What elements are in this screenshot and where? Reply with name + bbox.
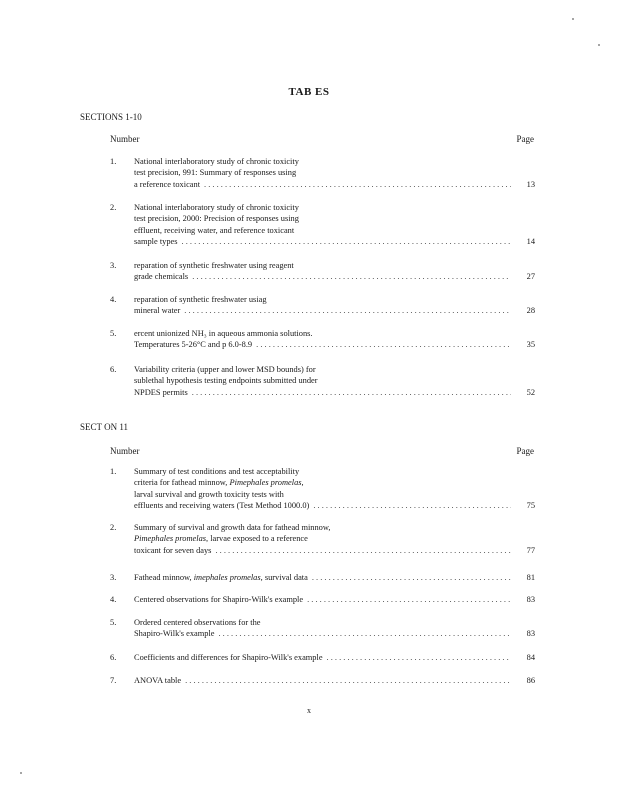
page-title: TAB ES [288, 86, 330, 98]
entry-title-line: sublethal hypothesis testing endpoints submitted under [134, 376, 318, 386]
table-number: 5. [110, 618, 117, 627]
entry-title-line: Summary of survival and growth data for fathead minnow, [134, 523, 331, 532]
column-header-number: Number [110, 134, 140, 144]
table-number: 6. [110, 653, 117, 662]
entry-title-line: reparation of synthetic freshwater using reagent [134, 261, 294, 270]
entry-title-line: a reference toxicant [134, 179, 201, 189]
toc-entry [110, 572, 535, 583]
entry-title-line: sample types [134, 237, 178, 247]
entry-title-line: reparation of synthetic freshwater usiag [134, 295, 267, 304]
page-ref: 52 [526, 387, 535, 397]
table-number: 2. [110, 203, 117, 212]
toc-entry [110, 594, 535, 605]
toc-entry [110, 466, 535, 512]
dot-leader [215, 545, 511, 556]
entry-title-line: Coefficients and differences for Shapiro-Wilk's example [134, 653, 323, 662]
entry-title-line: criteria for fathead minnow, Pimephales promelas, [134, 478, 304, 488]
entry-title-line: grade chemicals [134, 272, 189, 282]
table-number: 4. [110, 595, 117, 604]
toc-entry [110, 156, 535, 190]
entry-title-line: Pimephales promelas, larvae exposed to a reference [134, 534, 308, 544]
entry-title-line: test precision, 2000: Precision of responses using [134, 214, 299, 224]
page-ref: 81 [526, 573, 535, 582]
dot-leader [256, 339, 511, 350]
entry-title-line: NPDES permits [134, 387, 188, 397]
entry-title-line: Variability criteria (upper and lower MSD bounds) for [134, 365, 316, 374]
column-header-page: Page [516, 134, 534, 144]
table-number: 6. [110, 365, 117, 374]
dot-leader [192, 271, 511, 282]
entry-title-line: effluent, receiving water, and reference toxicant [134, 225, 295, 235]
dot-leader [327, 652, 511, 663]
toc-entry [110, 364, 535, 398]
toc-entry [110, 328, 535, 351]
table-number: 1. [110, 157, 117, 166]
page-ref: 13 [526, 179, 535, 189]
page-ref: 86 [526, 676, 535, 685]
column-header-page: Page [516, 446, 534, 456]
table-number: 7. [110, 676, 117, 685]
table-number: 3. [110, 573, 117, 582]
dot-leader [192, 387, 511, 398]
toc-entry [110, 522, 535, 556]
page-number: x [307, 706, 311, 715]
entry-title-line: ANOVA table [134, 676, 182, 685]
dot-leader [204, 179, 511, 190]
table-number: 5. [110, 329, 117, 338]
section-heading-2: SECT ON 11 [80, 422, 129, 432]
entry-title-line: Ordered centered observations for the [134, 618, 261, 627]
entry-title-line: National interlaboratory study of chronic toxicity [134, 203, 299, 212]
toc-entry [110, 294, 535, 317]
dot-leader [185, 675, 511, 686]
entry-title-line: Fathead minnow, imephales promelas, survival data [134, 573, 308, 582]
toc-entry [110, 652, 535, 663]
toc-entry [110, 617, 535, 640]
toc-entry [110, 260, 535, 283]
scan-speck [572, 18, 574, 20]
table-number: 3. [110, 261, 117, 270]
table-number: 2. [110, 523, 117, 532]
toc-entry [110, 202, 535, 248]
table-number: 4. [110, 295, 117, 304]
dot-leader [184, 305, 511, 316]
toc-entry [110, 675, 535, 686]
page-ref: 84 [526, 653, 535, 662]
scan-speck [598, 44, 600, 46]
dot-leader [313, 500, 511, 511]
dot-leader [312, 572, 511, 583]
page-ref: 35 [526, 340, 535, 350]
dot-leader [182, 236, 512, 247]
entry-title-line: mineral water [134, 306, 181, 316]
entry-title-line: test precision, 991: Summary of responses using [134, 168, 297, 178]
dot-leader [218, 628, 511, 639]
page-ref: 27 [526, 272, 535, 282]
section-heading-1: SECTIONS 1-10 [80, 112, 142, 122]
dot-leader [307, 594, 511, 605]
entry-title-line: Temperatures 5-26°C and p 6.0-8.9 [134, 340, 253, 350]
entry-title-line: larval survival and growth toxicity tests with [134, 489, 284, 499]
entry-title-line: Summary of test conditions and test acceptability [134, 467, 300, 476]
page-ref: 83 [526, 595, 535, 604]
page-ref: 77 [526, 545, 535, 555]
entry-title-line: Centered observations for Shapiro-Wilk's example [134, 595, 304, 604]
entry-title-line: National interlaboratory study of chronic toxicity [134, 157, 299, 166]
scan-speck [20, 772, 22, 774]
table-number: 1. [110, 467, 117, 476]
entry-title-line: toxicant for seven days [134, 545, 212, 555]
page-ref: 28 [526, 306, 535, 316]
entry-title-line: Shapiro-Wilk's example [134, 629, 215, 639]
page-ref: 14 [526, 237, 535, 247]
page-ref: 83 [526, 629, 535, 639]
page-ref: 75 [526, 501, 535, 511]
column-header-number: Number [110, 446, 140, 456]
entry-title-line: effluents and receiving waters (Test Method 1000.0) [134, 501, 310, 511]
entry-title-line: ercent unionized NH₃ in aqueous ammonia solutions. [134, 329, 313, 338]
